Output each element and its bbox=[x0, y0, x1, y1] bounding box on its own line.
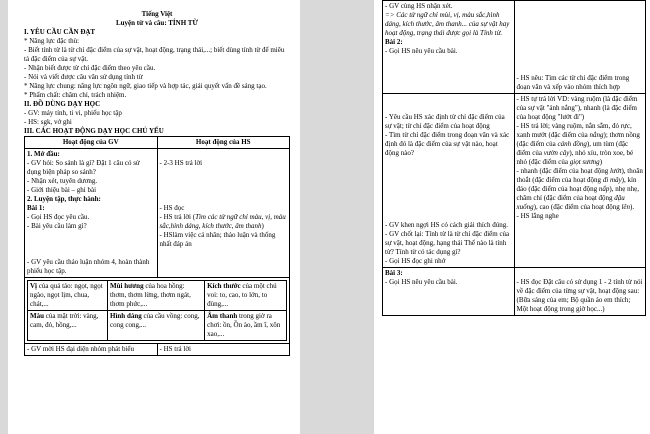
cell-line: - 2-3 HS trả lời bbox=[159, 159, 203, 167]
exercise-label: Bài 2: bbox=[385, 38, 403, 46]
section-2-line: - GV: máy tính, ti vi, phiếu học tập bbox=[24, 109, 122, 117]
text-run: ). bbox=[630, 203, 635, 211]
conclusion-note: => Các từ ngữ chỉ mùi, vị, màu sắc,hình dáng, kích thước, âm thanh... của sự vật hay hoạt động, trạng thái được gọi là Tính từ. bbox=[385, 11, 510, 37]
cell-line: - Gọi HS đọc yêu cầu. bbox=[27, 213, 90, 221]
worksheet-cell: Vị của quả táo: ngọt, ngọt ngào, ngọt lịm, chua, chát,... bbox=[28, 281, 108, 311]
page-gap bbox=[300, 0, 374, 434]
section-2-line: - HS: sgk, vở ghi bbox=[24, 118, 72, 126]
cell-line: - Tìm từ chỉ đặc điểm trong đoạn văn và xác định đó là đặc điểm của sự vật nào, hoạt động nào? bbox=[385, 131, 510, 157]
worksheet-cell: Kích thước của một chú voi: to, cao, to lớn, to đùng,... bbox=[205, 281, 287, 311]
text-run: ), um tùm (đặc điểm của bbox=[516, 140, 629, 157]
cell-line: - Yêu cầu HS xác định từ chỉ đặc điểm của sự vật; từ chỉ đặc điểm của hoạt động bbox=[385, 113, 505, 130]
table-header-hs: Hoạt động của HS bbox=[157, 137, 290, 149]
step-title: 2. Luyện tập, thực hành: bbox=[27, 195, 101, 203]
section-1-body bbox=[24, 37, 290, 100]
cell-line: - HS nêu: Tìm các từ chỉ đặc điểm trong đoạn văn và xếp vào nhóm thích hợp bbox=[516, 74, 630, 91]
text-run: ), kín đáo (đặc điểm của hoạt động bbox=[516, 176, 637, 193]
cell-line: - GV khen ngợi HS có cách giải thích đúng. bbox=[385, 221, 508, 229]
emphasis-text: giọt sương bbox=[569, 158, 600, 166]
document-page-1 bbox=[8, 0, 300, 434]
worksheet-table bbox=[27, 280, 287, 341]
table-row bbox=[383, 268, 646, 316]
document-page-2 bbox=[374, 0, 650, 434]
section-1-title: I. YÊU CẦU CẦN ĐẠT bbox=[24, 28, 96, 36]
exercise-label: Bài 3: bbox=[385, 269, 403, 277]
cell-line: - Bài yêu cầu làm gì? bbox=[27, 222, 87, 230]
cell-line: - HS trả lời bbox=[157, 344, 290, 356]
cell-line: - HS lắng nghe bbox=[516, 212, 559, 220]
emphasis-text: vườn cây bbox=[543, 149, 570, 157]
section-1-line: - Nhận biết được từ chỉ đặc điểm theo yêu cầu. bbox=[24, 64, 156, 72]
emphasis-text: đậu xuống bbox=[516, 194, 625, 211]
activity-table bbox=[24, 136, 290, 356]
emphasis-text: lướt bbox=[610, 167, 622, 175]
cell-line: - Gọi HS nêu yêu cầu bài. bbox=[385, 47, 458, 55]
cell-line: - Gọi HS đọc ghi nhớ bbox=[385, 257, 446, 265]
section-1-line: * Phẩm chất: chăm chỉ, trách nhiệm. bbox=[24, 91, 127, 99]
emphasis-text: nấp bbox=[598, 185, 610, 193]
cell-line bbox=[517, 167, 644, 212]
text-run: ), thoăn thoắt (đặc điểm của hoạt động bbox=[516, 167, 643, 184]
worksheet-cell: Âm thanh trong giờ ra chơi: ồn, Ồn ào, ầm ĩ, xôn xao,... bbox=[205, 311, 287, 341]
cell-line: - GV mời HS đại diện nhóm phát biểu bbox=[25, 344, 158, 356]
header-lesson: Luyện từ và câu: TÍNH TỪ bbox=[115, 19, 199, 27]
cell-line: - GV hỏi: So sánh là gì? Đặt 1 câu có sử dụng biện pháp so sánh? bbox=[27, 159, 140, 176]
table-row bbox=[383, 94, 646, 268]
table-header-gv: Hoạt động của GV bbox=[25, 137, 158, 149]
section-1-line: * Năng lực chung: năng lực ngôn ngữ, giao tiếp và hợp tác, giải quyết vấn đề sáng tạo. bbox=[24, 82, 267, 90]
header-subject: Tiếng Việt bbox=[141, 10, 173, 18]
cell-line: - GV yêu cầu thảo luận nhóm 4, hoàn thành phiếu học tập. bbox=[27, 258, 150, 275]
worksheet-cell: Màu của mặt trời: vàng, cam, đỏ, hồng,... bbox=[28, 311, 108, 341]
worksheet-cell: Hình dáng của cầu vồng: cong, cong cong,... bbox=[108, 311, 205, 341]
text-run: ), cao (đặc điểm của hoạt động bbox=[533, 203, 622, 211]
table-row bbox=[383, 1, 646, 94]
text-run: ), nhẹ nhẹ, chăm chỉ (đặc điểm của hoạt động bbox=[516, 185, 639, 202]
emphasis-text: nắng bbox=[589, 131, 604, 139]
section-2-title: II. ĐỒ DÙNG DẠY HỌC bbox=[24, 100, 101, 108]
exercise-label: Bài 1: bbox=[27, 204, 45, 212]
table-row bbox=[25, 149, 290, 278]
cell-line bbox=[517, 122, 644, 167]
text-run: ) bbox=[599, 158, 603, 166]
cell-line: - Giới thiệu bài – ghi bài bbox=[27, 186, 97, 194]
emphasis-text: đi mây bbox=[602, 176, 622, 184]
section-1-line: * Năng lực đặc thù: bbox=[24, 37, 80, 45]
text-run: ); thơm nồng (đặc điểm của bbox=[516, 131, 640, 148]
cell-line: - HS đọc bbox=[159, 204, 185, 212]
cell-line: - HSlàm việc cá nhân; thảo luận và thống nhất đáp án bbox=[159, 231, 276, 248]
cell-line: - HS đọc Đặt câu có sử dụng 1 - 2 tính từ nói về đặc điểm của từng sự vật, hoạt động sau: (Bữa sáng của em; Bộ quần áo em thích; Một hoạt động trong giờ học...) bbox=[516, 278, 643, 313]
text-run: - nhanh (đặc điểm của hoạt động bbox=[516, 167, 610, 175]
cell-line: - GV chốt lại: Tính từ là từ chỉ đặc điểm của sự vật, hoạt động, hạng thái Thế nào là tính từ? Tính từ có tác dụng gì? bbox=[385, 230, 510, 256]
section-3-title: III. CÁC HOẠT ĐỘNG DẠY HỌC CHỦ YẾU bbox=[24, 127, 164, 135]
activity-table-continued bbox=[382, 0, 646, 316]
cell-line: - GV cùng HS nhận xét. bbox=[385, 2, 453, 10]
section-1-line: - Biết tính từ là từ chỉ đặc điểm của sự vật, hoạt động, trạng thái,...; biết dùng tính từ để miêu tả đặc điểm của sự vật. bbox=[24, 46, 285, 63]
worksheet-cell: Mùi hương của hoa hồng: thơm, thơm lừng, thơm ngát, thơm phức,... bbox=[108, 281, 205, 311]
cell-line: - Nhận xét, tuyên dương. bbox=[27, 177, 98, 185]
step-title: 1. Mở đầu: bbox=[27, 150, 60, 158]
emphasis-text: lên bbox=[621, 203, 631, 211]
cell-line: - HS trả lời (Tìm các từ ngữ chỉ màu, vị, màu sắc,hình dáng, kích thước, âm thanh) bbox=[159, 213, 286, 230]
table-row bbox=[25, 344, 290, 356]
cell-line: - HS tự trả lời VD: vàng ruộm (là đặc điểm của sự vật "ánh nắng"), nhanh (là đặc điểm của hoạt động "lướt đi") bbox=[516, 95, 638, 121]
cell-line: - Gọi HS nêu yêu cầu bài. bbox=[385, 278, 458, 286]
section-1-line: - Nói và viết được câu văn sử dụng tính từ bbox=[24, 73, 143, 81]
text-run: - HS trả lời; vàng ruộm, nắn sẫm, đỏ rực, xanh mướt (đặc điểm của bbox=[516, 122, 632, 139]
text-run: ), nhỏ xíu, tròn xoe, bé nhỏ (đặc điểm của bbox=[516, 149, 634, 166]
emphasis-text: cánh đồng bbox=[557, 140, 587, 148]
